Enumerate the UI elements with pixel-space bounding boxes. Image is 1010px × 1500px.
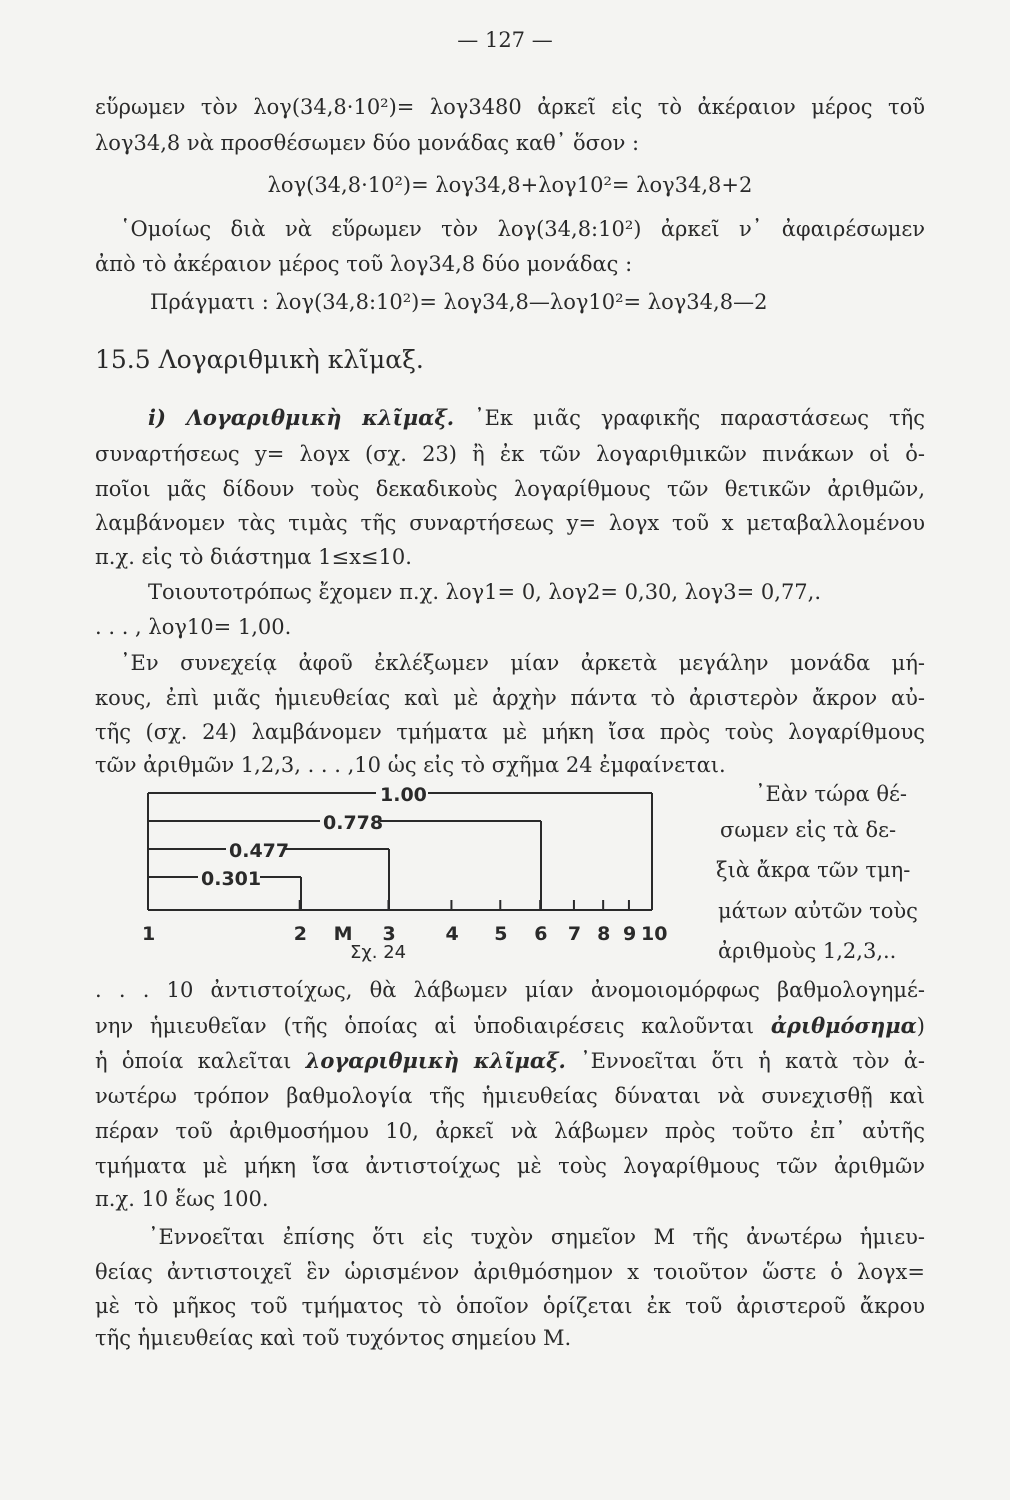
tick-label: 2 xyxy=(293,923,307,945)
dim-label: 0.778 xyxy=(323,812,384,834)
text-line xyxy=(148,403,925,433)
text-line: θείας ἀντιστοιχεῖ ἓν ὡρισμένον ἀριθμόσημον x τοιοῦτον ὥστε ὁ λογx= xyxy=(95,1260,925,1284)
text-line: τῆς (σχ. 24) λαμβάνομεν τμήματα μὲ μήκη ἴσα πρὸς τοὺς λογαρίθμους xyxy=(95,720,925,744)
text-span: ᾽Εκ μιᾶς γραφικῆς παραστάσεως τῆς xyxy=(474,406,925,430)
tick-label: 1 xyxy=(142,923,156,945)
tick-label: 8 xyxy=(597,923,611,945)
point-m-label: M xyxy=(333,923,353,945)
side-text: μάτων αὐτῶν τοὺς xyxy=(718,899,918,923)
side-text: ἀριθμοὺς 1,2,3,.. xyxy=(718,939,897,963)
equation-line: Πράγματι : λογ(34,8:10²)= λογ34,8—λογ10²= λογ34,8—2 xyxy=(150,290,768,314)
text-line: Τοιουτοτρόπως ἔχομεν π.χ. λογ1= 0, λογ2= 0,30, λογ3= 0,77,. xyxy=(148,580,822,604)
dim-label: 0.301 xyxy=(201,868,262,890)
text-line: π.χ. εἰς τὸ διάστημα 1≤x≤10. xyxy=(95,545,412,569)
text-line: ᾽Εννοεῖται ἐπίσης ὅτι εἰς τυχὸν σημεῖον Μ τῆς ἀνωτέρω ἡμιευ- xyxy=(148,1225,925,1249)
tick-label: 7 xyxy=(567,923,582,945)
text-line: . . . , λογ10= 1,00. xyxy=(95,615,292,639)
text-line: εὕρωμεν τὸν λογ(34,8·10²)= λογ3480 ἀρκεῖ εἰς τὸ ἀκέραιον μέρος τοῦ xyxy=(95,95,925,119)
text-line: λαμβάνομεν τὰς τιμὰς τῆς συναρτήσεως y= λογx τοῦ x μεταβαλλομένου xyxy=(95,511,925,535)
text-line: πέραν τοῦ ἀριθμοσήμου 10, ἀρκεῖ νὰ λάβωμεν πρὸς τοῦτο ἐπ᾽ αὐτῆς xyxy=(95,1119,925,1143)
page-number: — 127 — xyxy=(457,28,553,52)
figure-caption: Σχ. 24 xyxy=(350,942,407,963)
text-span: ἡ ὁποία καλεῖται xyxy=(95,1049,306,1073)
term-label: ἀριθμόσημα xyxy=(770,1013,917,1038)
section-heading: 15.5 Λογαριθμικὴ κλῖμαξ. xyxy=(95,345,424,374)
text-span: ) xyxy=(916,1014,925,1038)
dim-label: 0.477 xyxy=(229,840,290,862)
equation-line: λογ(34,8·10²)= λογ34,8+λογ10²= λογ34,8+2 xyxy=(267,173,753,197)
text-span: ᾽Εννοεῖται ὅτι ἡ κατὰ τὸν ἀ- xyxy=(565,1049,925,1073)
text-line: τῶν ἀριθμῶν 1,2,3, . . . ,10 ὡς εἰς τὸ σχῆμα 24 ἐμφαίνεται. xyxy=(95,753,726,777)
tick-label: 10 xyxy=(641,923,668,945)
tick-label: 3 xyxy=(382,923,396,945)
text-line: . . . 10 ἀντιστοίχως, θὰ λάβωμεν μίαν ἀνομοιομόρφως βαθμολογημέ- xyxy=(95,978,925,1002)
text-line: νωτέρω τρόπον βαθμολογία τῆς ἡμιευθείας δύναται νὰ συνεχισθῇ καὶ xyxy=(95,1084,925,1108)
side-text: ᾽Εὰν τώρα θέ- xyxy=(755,782,908,806)
text-span: νην ἡμιευθεῖαν (τῆς ὁποίας αἱ ὑποδιαιρέσεις καλοῦνται xyxy=(95,1014,771,1038)
text-line: ῾Ομοίως διὰ νὰ εὕρωμεν τὸν λογ(34,8:10²) ἀρκεῖ ν᾽ ἀφαιρέσωμεν xyxy=(120,217,925,241)
text-line: ποῖοι μᾶς δίδουν τοὺς δεκαδικοὺς λογαρίθμους τῶν θετικῶν ἀριθμῶν, xyxy=(95,477,925,501)
tick-label: 6 xyxy=(534,923,548,945)
text-line: τμήματα μὲ μήκη ἴσα ἀντιστοίχως μὲ τοὺς λογαρίθμους τῶν ἀριθμῶν xyxy=(95,1154,925,1178)
text-line: ἀπὸ τὸ ἀκέραιον μέρος τοῦ λογ34,8 δύο μονάδας : xyxy=(95,252,633,276)
log-scale-figure xyxy=(130,775,690,975)
term-label: i) Λογαριθμικὴ κλῖμαξ. xyxy=(148,405,455,430)
text-line: ᾽Εν συνεχείᾳ ἀφοῦ ἐκλέξωμεν μίαν ἀρκετὰ μεγάλην μονάδα μή- xyxy=(120,651,925,675)
side-text: σωμεν εἰς τὰ δε- xyxy=(720,818,897,842)
text-line: λογ34,8 νὰ προσθέσωμεν δύο μονάδας καθ᾽ ὅσον : xyxy=(95,131,640,155)
tick-label: 9 xyxy=(622,923,637,945)
text-line: π.χ. 10 ἕως 100. xyxy=(95,1187,269,1211)
term-label: λογαριθμικὴ κλῖμαξ. xyxy=(305,1048,566,1073)
text-line: μὲ τὸ μῆκος τοῦ τμήματος τὸ ὁποῖον ὁρίζεται ἐκ τοῦ ἀριστεροῦ ἄκρου xyxy=(95,1294,925,1318)
tick-label: 4 xyxy=(445,923,459,945)
tick-label: 5 xyxy=(494,923,508,945)
dim-label: 1.00 xyxy=(380,784,427,806)
text-line: συναρτήσεως y= λογx (σχ. 23) ἢ ἐκ τῶν λογαριθμικῶν πινάκων οἱ ὁ- xyxy=(95,442,925,466)
side-text: ξιὰ ἄκρα τῶν τμη- xyxy=(716,858,911,882)
text-line xyxy=(95,1011,925,1041)
text-line: κους, ἐπὶ μιᾶς ἡμιευθείας καὶ μὲ ἀρχὴν πάντα τὸ ἀριστερὸν ἄκρον αὐ- xyxy=(95,686,925,710)
text-line xyxy=(95,1046,925,1076)
text-line: τῆς ἡμιευθείας καὶ τοῦ τυχόντος σημείου Μ. xyxy=(95,1326,572,1350)
